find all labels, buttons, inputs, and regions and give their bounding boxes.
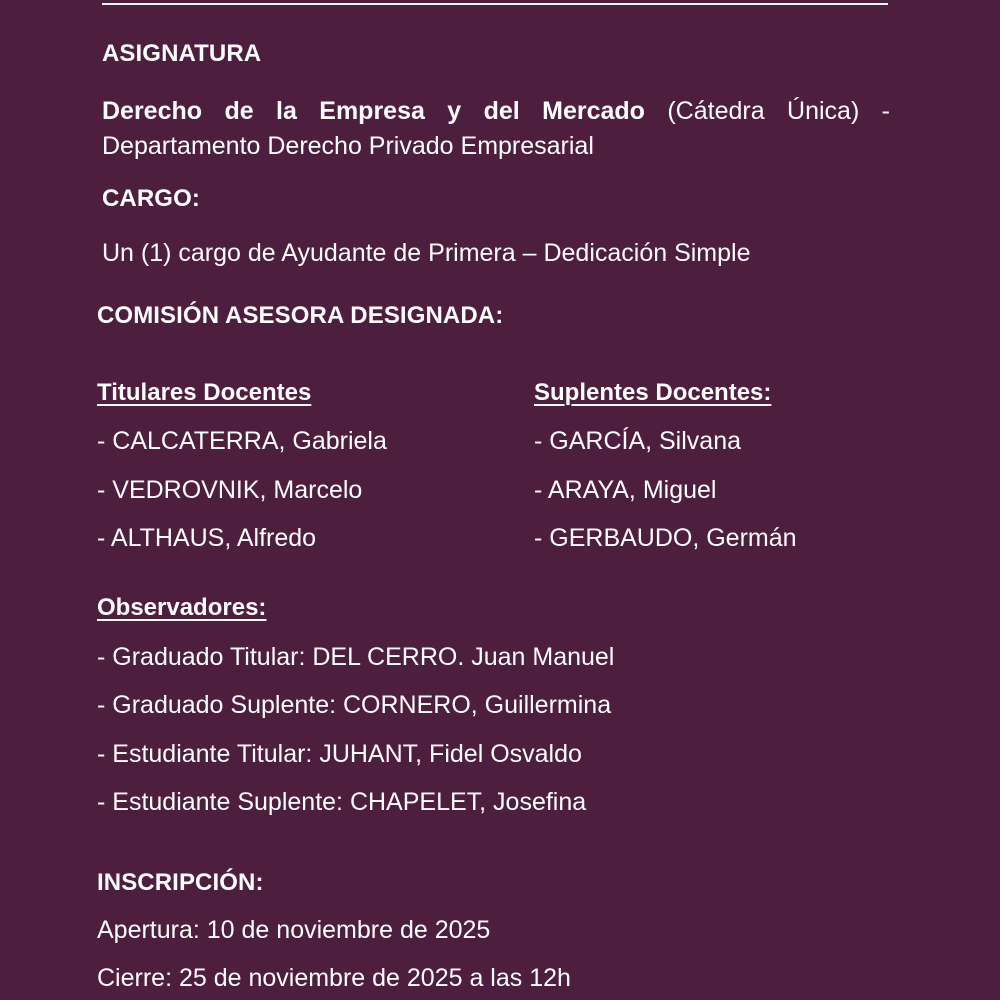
observador-item: - Estudiante Suplente: CHAPELET, Josefina xyxy=(97,788,587,816)
apertura-text: Apertura: 10 de noviembre de 2025 xyxy=(97,916,491,944)
observador-item: - Graduado Suplente: CORNERO, Guillermina xyxy=(97,691,612,719)
suplente-member: - GERBAUDO, Germán xyxy=(534,524,797,552)
subject-name: Derecho de la Empresa y del Mercado xyxy=(102,97,645,125)
titular-member: - ALTHAUS, Alfredo xyxy=(97,524,317,552)
suplentes-title: Suplentes Docentes: xyxy=(534,379,772,406)
cargo-text: Un (1) cargo de Ayudante de Primera – Dedicación Simple xyxy=(102,239,751,267)
observador-item: - Estudiante Titular: JUHANT, Fidel Osvaldo xyxy=(97,740,582,768)
comision-heading: COMISIÓN ASESORA DESIGNADA: xyxy=(97,302,504,329)
subject-paragraph xyxy=(102,94,890,164)
top-divider xyxy=(102,3,888,5)
cargo-heading: CARGO: xyxy=(102,185,200,212)
observador-item: - Graduado Titular: DEL CERRO. Juan Manuel xyxy=(97,643,615,671)
cierre-text: Cierre: 25 de noviembre de 2025 a las 12h xyxy=(97,964,571,992)
asignatura-heading: ASIGNATURA xyxy=(102,40,262,67)
observadores-title: Observadores: xyxy=(97,594,267,621)
inscripcion-heading: INSCRIPCIÓN: xyxy=(97,869,264,896)
subject-detail: (Cátedra Única) - Departamento Derecho Privado Empresarial xyxy=(102,97,891,160)
titulares-title: Titulares Docentes xyxy=(97,379,312,406)
suplente-member: - ARAYA, Miguel xyxy=(534,476,717,504)
titular-member: - CALCATERRA, Gabriela xyxy=(97,427,387,455)
titular-member: - VEDROVNIK, Marcelo xyxy=(97,476,363,504)
suplente-member: - GARCÍA, Silvana xyxy=(534,427,742,455)
